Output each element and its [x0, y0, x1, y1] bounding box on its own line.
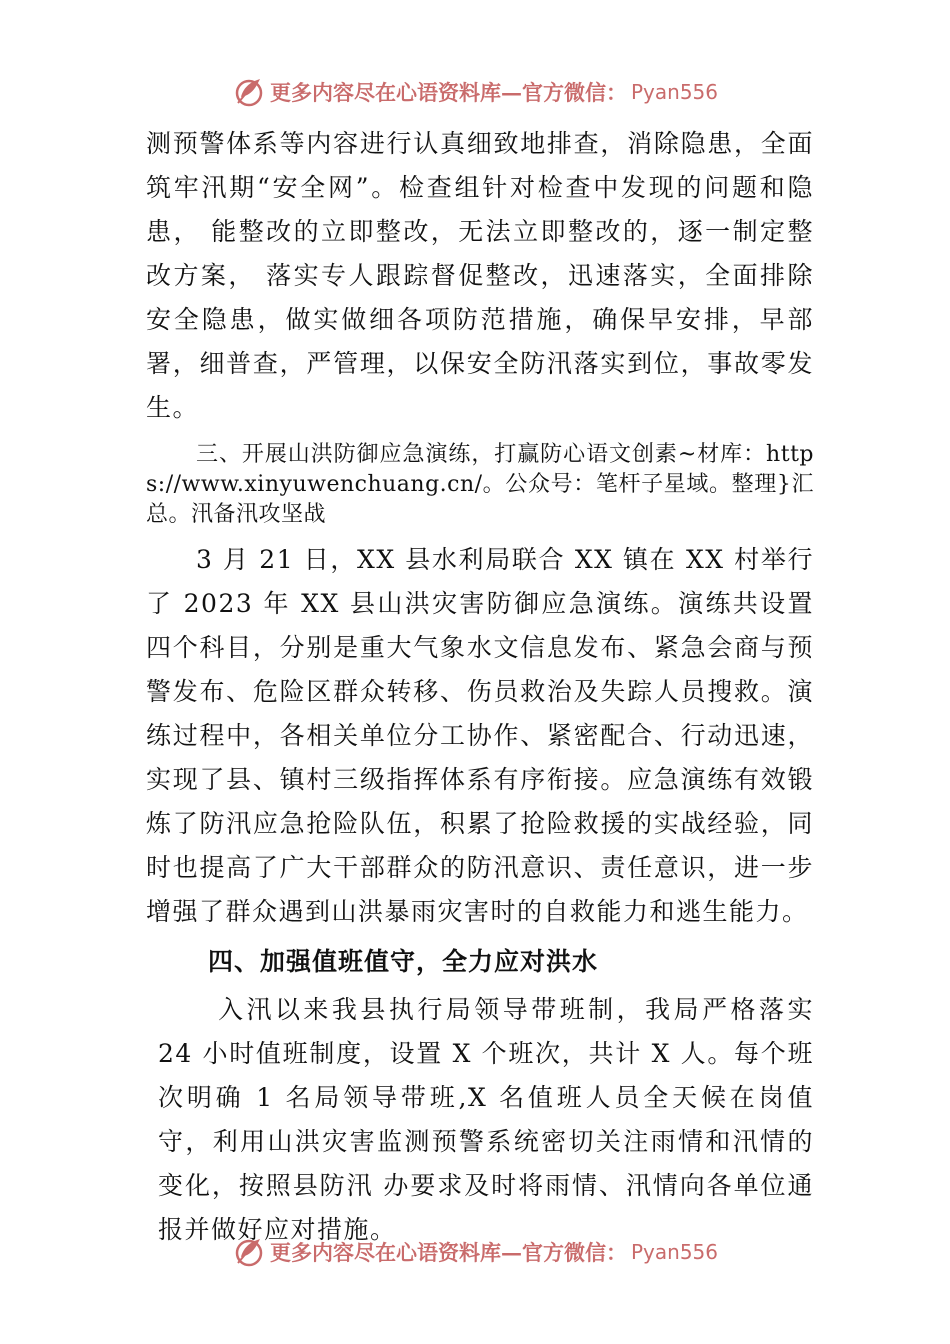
document-body — [146, 122, 814, 1252]
footer-banner — [0, 1232, 950, 1272]
footer-promo-text: 更多内容尽在心语资料库—官方微信： — [269, 1240, 627, 1265]
section-heading-duty: 四、加强值班值守，全力应对洪水 — [208, 947, 599, 976]
paragraph-duty-details: 入汛以来我县执行局领导带班制，我局严格落实 24 小时值班制度，设置 X 个班次，共计 X 人。每个班次明确 1 名局领导带班,X 名值班人员全天候在岗值守，利用山洪灾害监测预警系统密切关注雨情和汛情的变化，按照县防汛 办要求及时将雨情、汛情向各单位通报并做好应对措施。 — [158, 995, 814, 1244]
paragraph-drill-heading: 三、开展山洪防御应急演练，打赢防心语文创素~材库：https://www.xinyuwenchuang.cn/。公众号：笔杆子星域。整理}汇总。汛备汛攻坚战 — [146, 442, 814, 527]
leaf-logo-icon — [232, 75, 266, 109]
paragraph-inspection: 测预警体系等内容进行认真细致地排查，消除隐患，全面筑牢汛期“安全网”。检查组针对检查中发现的问题和隐患， 能整改的立即整改，无法立即整改的，逐一制定整改方案， 落实专人跟踪督促整改，迅速落实，全面排除安全隐患，做实做细各项防范措施，确保早安排，早部署，细普查，严管理，以保安全防汛落实到位，事故零发生。 — [146, 129, 814, 422]
header-promo-text: 更多内容尽在心语资料库—官方微信： — [269, 80, 627, 105]
header-banner — [0, 72, 950, 112]
footer-wechat-id: Pyan556 — [630, 1240, 718, 1264]
paragraph-drill-details: 3 月 21 日，XX 县水利局联合 XX 镇在 XX 村举行了 2023 年 XX 县山洪灾害防御应急演练。演练共设置四个科目，分别是重大气象水文信息发布、紧急会商与预警发布、危险区群众转移、伤员救治及失踪人员搜救。演练过程中，各相关单位分工协作、紧密配合、行动迅速，实现了县、镇村三级指挥体系有序衔接。应急演练有效锻炼了防汛应急抢险队伍，积累了抢险救援的实战经验，同时也提高了广大干部群众的防汛意识、责任意识，进一步增强了群众遇到山洪暴雨灾害时的自救能力和逃生能力。 — [146, 545, 814, 926]
header-wechat-id: Pyan556 — [630, 80, 718, 104]
leaf-logo-icon — [232, 1235, 266, 1269]
